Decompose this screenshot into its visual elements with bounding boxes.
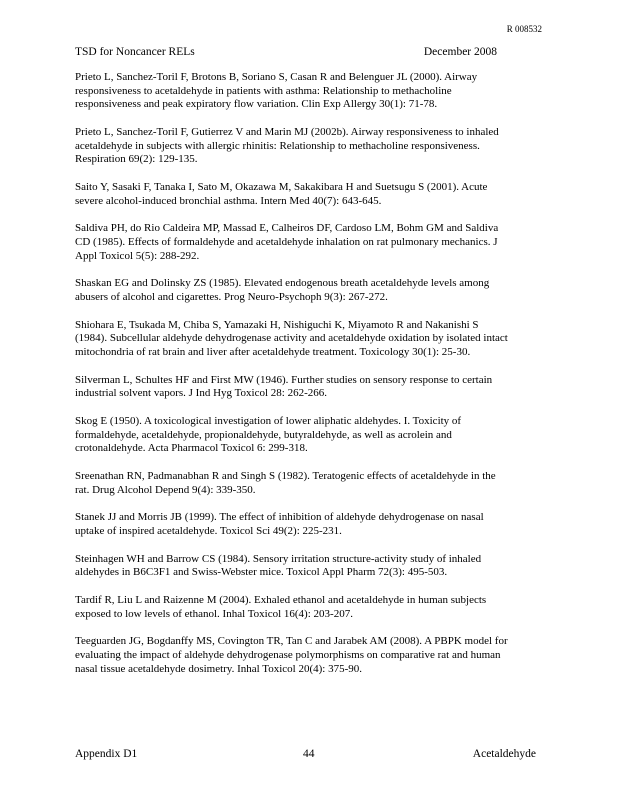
reference-entry: Teeguarden JG, Bogdanffy MS, Covington TR, Tan C and Jarabek AM (2008). A PBPK model for evaluating the impact of aldehyde dehydrogenase polymorphisms on comparative rat and human nasal tissue acetaldehyde dosimetry. Inhal Toxicol 20(4): 375-90. — [75, 635, 508, 675]
reference-entry: Stanek JJ and Morris JB (1999). The effect of inhibition of aldehyde dehydrogenase on nasal uptake of inspired acetaldehyde. Toxicol Sci 49(2): 225-231. — [75, 511, 484, 537]
page-number: 44 — [303, 748, 315, 760]
reference-list — [75, 71, 510, 690]
reference-entry: Prieto L, Sanchez-Toril F, Brotons B, Soriano S, Casan R and Belenguer JL (2000). Airway responsiveness to acetaldehyde in patients with asthma: Relationship to methacholine responsiveness and peak expiratory flow variation. Clin Exp Allergy 30(1): 71-78. — [75, 71, 478, 111]
footer-appendix: Appendix D1 — [75, 748, 138, 760]
page-footer — [75, 748, 536, 760]
reference-entry: Prieto L, Sanchez-Toril F, Gutierrez V and Marin MJ (2002b). Airway responsiveness to inhaled acetaldehyde in subjects with allergic rhinitis: Relationship to methacholine responsiveness. Respiration 69(2): 129-135. — [75, 125, 499, 166]
reference-entry: Shaskan EG and Dolinsky ZS (1985). Elevated endogenous breath acetaldehyde levels among abusers of alcohol and cigarettes. Prog Neuro-Psychoph 9(3): 267-272. — [75, 277, 490, 303]
header-date: December 2008 — [423, 46, 497, 58]
reference-entry: Shiohara E, Tsukada M, Chiba S, Yamazaki H, Nishiguchi K, Miyamoto R and Nakanishi S (1984). Subcellular aldehyde dehydrogenase activity and acetaldehyde oxidation by isolated intact mitochondria of rat brain and liver after acetaldehyde treatment. Toxicology 30(1): 25-30. — [75, 318, 508, 358]
reference-entry: Saldiva PH, do Rio Caldeira MP, Massad E, Calheiros DF, Cardoso LM, Bohm GM and Saldiva CD (1985). Effects of formaldehyde and acetaldehyde inhalation on rat pulmonary mechanics. J Appl Toxicol 5(5): 288-292. — [75, 222, 499, 262]
footer-chemical: Acetaldehyde — [472, 748, 536, 760]
document-id: R 008532 — [506, 24, 542, 34]
page-header — [75, 46, 497, 58]
reference-entry: Silverman L, Schultes HF and First MW (1946). Further studies on sensory response to certain industrial solvent vapors. J Ind Hyg Toxicol 28: 262-266. — [75, 373, 493, 400]
header-title: TSD for Noncancer RELs — [75, 46, 195, 58]
reference-entry: Tardif R, Liu L and Raizenne M (2004). Exhaled ethanol and acetaldehyde in human subjects exposed to low levels of ethanol. Inhal Toxicol 16(4): 203-207. — [75, 594, 487, 620]
reference-entry: Skog E (1950). A toxicological investigation of lower aliphatic aldehydes. I. Toxicity of formaldehyde, acetaldehyde, propionaldehyde, butyraldehyde, as well as acrolein and crotonaldehyde. Acta Pharmacol Toxicol 6: 299-318. — [75, 415, 462, 455]
reference-entry: Saito Y, Sasaki F, Tanaka I, Sato M, Okazawa M, Sakakibara H and Suetsugu S (2001). Acute severe alcohol-induced bronchial asthma. Intern Med 40(7): 643-645. — [75, 180, 488, 207]
reference-entry: Sreenathan RN, Padmanabhan R and Singh S (1982). Teratogenic effects of acetaldehyde in the rat. Drug Alcohol Depend 9(4): 339-350. — [75, 469, 496, 496]
reference-entry: Steinhagen WH and Barrow CS (1984). Sensory irritation structure-activity study of inhaled aldehydes in B6C3F1 and Swiss-Webster mice. Toxicol Appl Pharm 72(3): 495-503. — [75, 552, 482, 579]
